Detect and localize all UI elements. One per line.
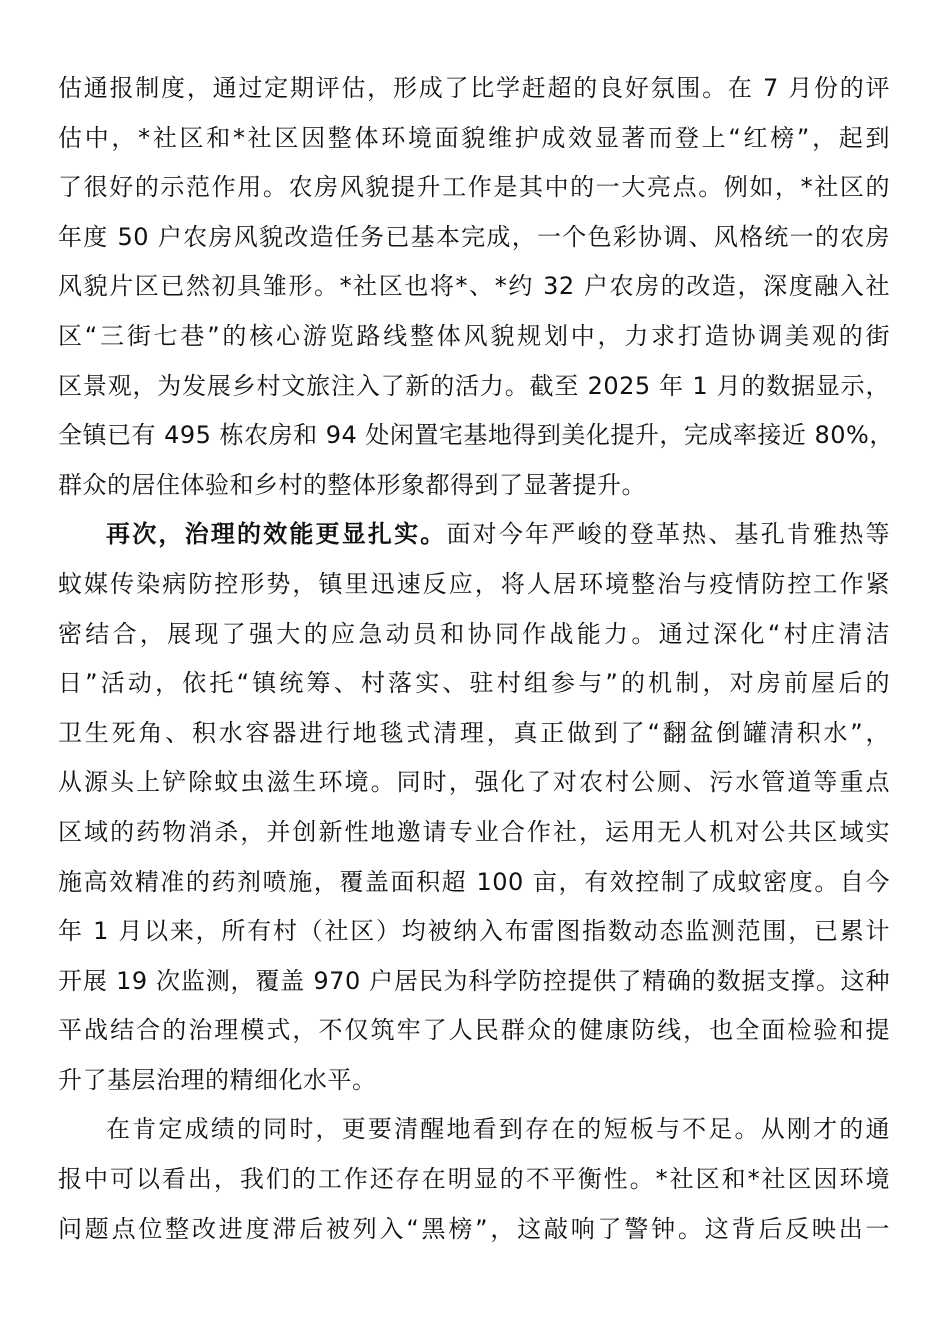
text-fragment: 面对今年严峻的登革热、基孔肯雅热等 (446, 520, 891, 549)
paragraph-3 (58, 1105, 890, 1254)
text-line: 施高效精准的药剂喷施，覆盖面积超 100 亩，有效控制了成蚊密度。自今 (58, 867, 890, 896)
text-line: 卫生死角、积水容器进行地毯式清理，真正做到了“翻盆倒罐清积水”， (58, 718, 890, 747)
paragraph-1 (58, 64, 894, 510)
text-line: 全镇已有 495 栋农房和 94 处闲置宅基地得到美化提升，完成率接近 80%， (58, 421, 894, 450)
text-line: 报中可以看出，我们的工作还存在明显的不平衡性。*社区和*社区因环境 (58, 1165, 890, 1194)
section-lead-heading: 再次，治理的效能更显扎实。 (106, 520, 447, 549)
text-line: 群众的居住体验和乡村的整体形象都得到了显著提升。 (58, 470, 646, 499)
text-line: 在肯定成绩的同时，更要清醒地看到存在的短板与不足。从刚才的通 (106, 1115, 890, 1144)
text-line: 区“三街七巷”的核心游览路线整体风貌规划中，力求打造协调美观的街 (58, 321, 890, 350)
text-line: 平战结合的治理模式，不仅筑牢了人民群众的健康防线，也全面检验和提 (58, 1016, 890, 1045)
text-line: 风貌片区已然初具雏形。*社区也将*、*约 32 户农房的改造，深度融入社 (58, 272, 890, 301)
document-body (58, 64, 894, 1254)
text-line: 密结合，展现了强大的应急动员和协同作战能力。通过深化“村庄清洁 (58, 619, 890, 648)
text-line: 了很好的示范作用。农房风貌提升工作是其中的一大亮点。例如，*社区的 (58, 173, 890, 202)
text-line: 区景观，为发展乡村文旅注入了新的活力。截至 2025 年 1 月的数据显示， (58, 371, 890, 400)
text-line: 年 1 月以来，所有村（社区）均被纳入布雷图指数动态监测范围，已累计 (58, 917, 890, 946)
text-line: 估通报制度，通过定期评估，形成了比学赶超的良好氛围。在 7 月份的评 (58, 74, 890, 102)
text-line: 问题点位整改进度滞后被列入“黑榜”，这敲响了警钟。这背后反映出一 (58, 1214, 890, 1243)
text-line: 升了基层治理的精细化水平。 (58, 1065, 377, 1094)
text-line: 年度 50 户农房风貌改造任务已基本完成，一个色彩协调、风格统一的农房 (58, 222, 890, 251)
text-line: 日”活动，依托“镇统筹、村落实、驻村组参与”的机制，对房前屋后的 (58, 669, 890, 698)
text-line: 从源头上铲除蚊虫滋生环境。同时，强化了对农村公厕、污水管道等重点 (58, 768, 890, 797)
text-line: 开展 19 次监测，覆盖 970 户居民为科学防控提供了精确的数据支撑。这种 (58, 966, 890, 995)
paragraph-2 (58, 510, 890, 1105)
text-line (58, 510, 890, 560)
text-line: 估中，*社区和*社区因整体环境面貌维护成效显著而登上“红榜”，起到 (58, 123, 890, 152)
text-line: 区域的药物消杀，并创新性地邀请专业合作社，运用无人机对公共区域实 (58, 817, 890, 846)
text-line: 蚊媒传染病防控形势，镇里迅速反应，将人居环境整治与疫情防控工作紧 (58, 569, 890, 598)
